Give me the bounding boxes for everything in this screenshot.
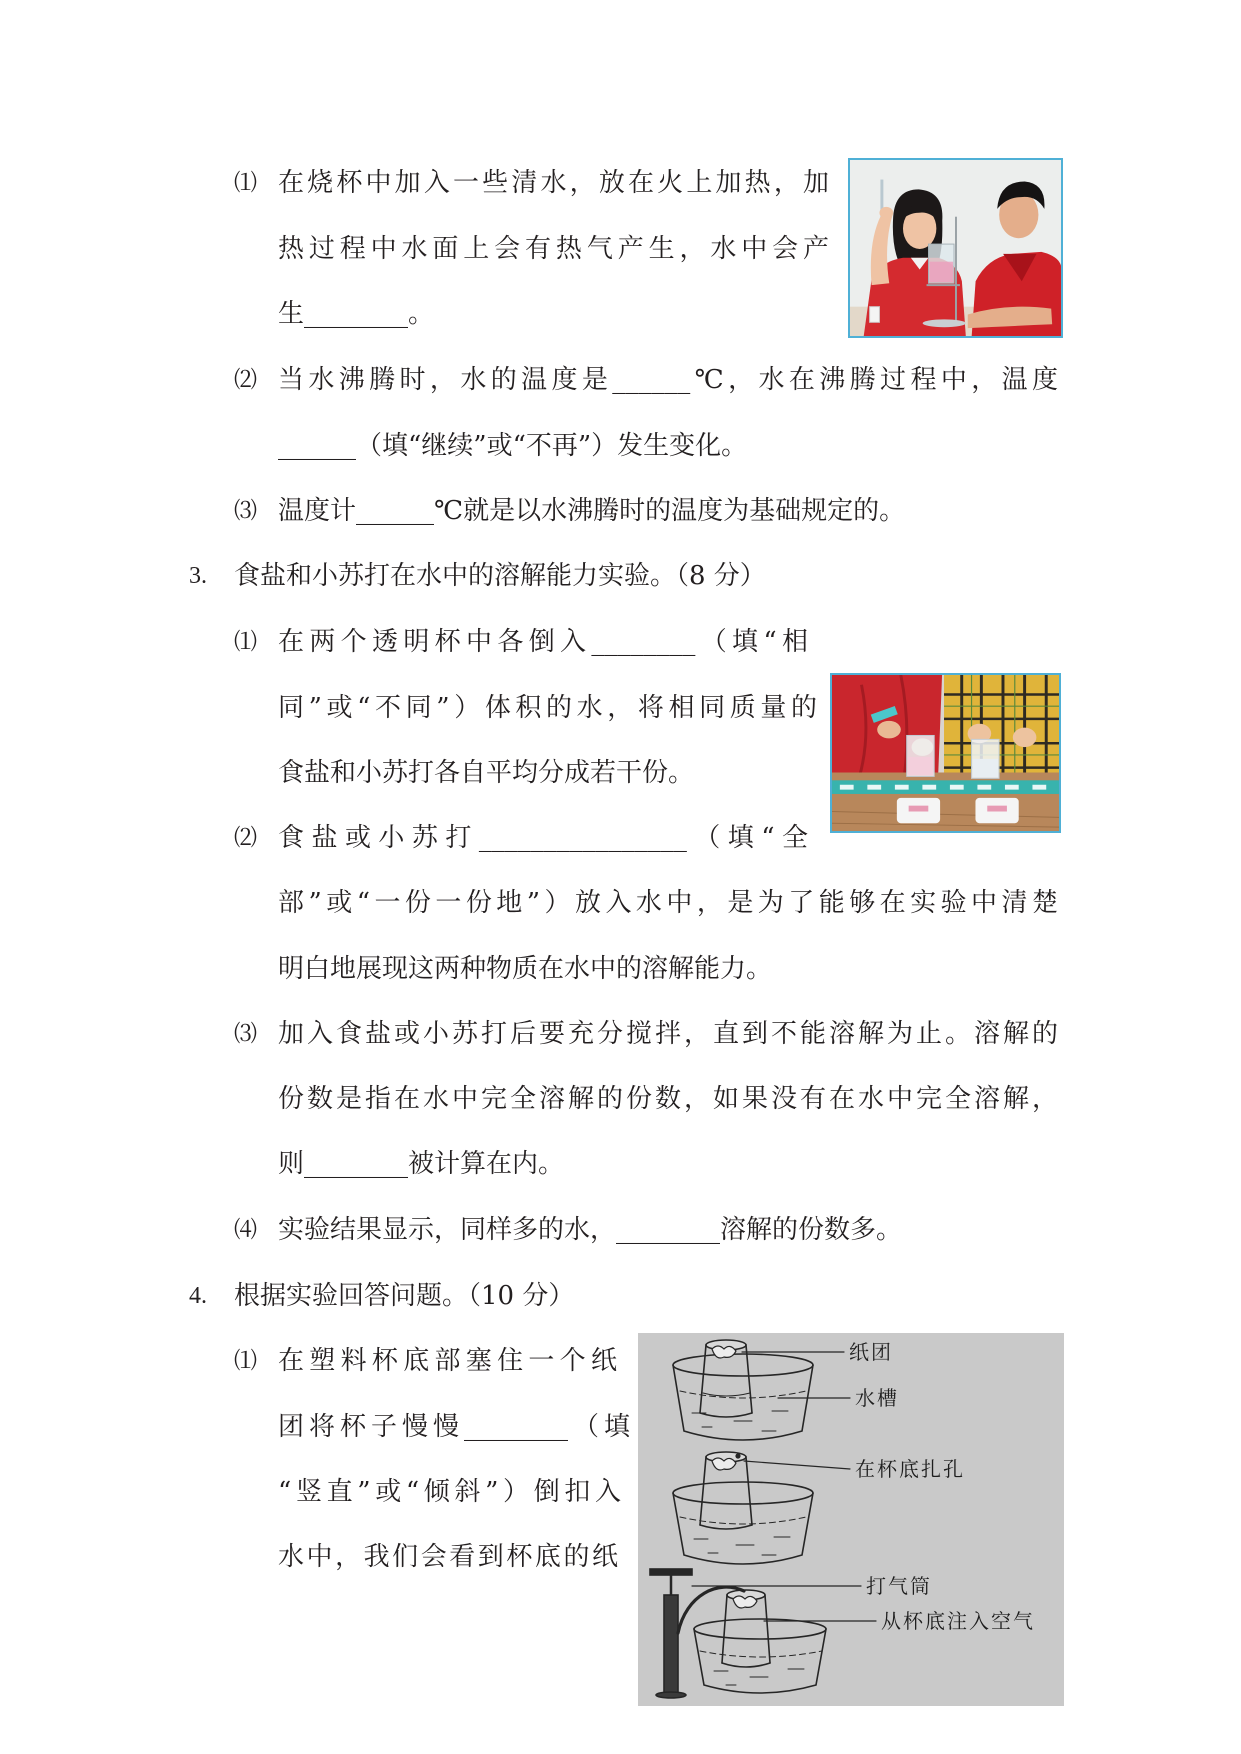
pump-base	[656, 1692, 686, 1698]
stand-base	[923, 319, 966, 327]
label-pump: 打气筒	[866, 1574, 932, 1598]
label-water-tank: 水槽	[855, 1386, 899, 1410]
q4-part1-number: ⑴	[234, 1348, 257, 1374]
q3-part1-line2: 同”或“不同”）体积的水，将相同质量的	[278, 693, 817, 723]
q3-number: 3.	[189, 563, 207, 589]
q3-part3-line1: 加入食盐或小苏打后要充分搅拌，直到不能溶解为止。溶解的	[278, 1019, 1058, 1049]
pierced-hole	[736, 1454, 740, 1458]
boiling-water-photo-image	[850, 160, 1061, 336]
q2-part2-line2: ______（填“继续”或“不再”）发生变化。	[278, 431, 748, 461]
q3-part1-line1: 在两个透明杯中各倒入________（填“相	[278, 627, 808, 657]
bowl-right	[975, 798, 1018, 823]
q2-part1-line2: 热过程中水面上会有热气产生，水中会产	[278, 234, 829, 264]
q4-number: 4.	[189, 1283, 207, 1309]
q4-part1-line3: “竖直”或“倾斜”）倒扣入	[278, 1477, 621, 1507]
bowl-label	[987, 806, 1007, 812]
clear-cup-left	[907, 735, 935, 776]
q3-part1-number: ⑴	[234, 629, 257, 655]
label-paper-ball: 纸团	[849, 1340, 893, 1364]
right-student	[944, 675, 1059, 780]
q2-part2-line1: 当水沸腾时，水的温度是______℃，水在沸腾过程中，温度	[278, 365, 1058, 395]
q2-part1-number: ⑴	[234, 170, 257, 196]
label-inject-air: 从杯底注入空气	[881, 1609, 1035, 1633]
boiling-water-photo	[848, 158, 1063, 338]
q3-part1-line3: 食盐和小苏打各自平均分成若干份。	[278, 758, 695, 788]
clear-cup-right	[972, 739, 1000, 778]
beaker-water	[929, 262, 953, 283]
cup-in-water-diagram-image	[638, 1333, 1064, 1706]
q3-part3-number: ⑶	[234, 1021, 257, 1047]
q3-part3-line2: 份数是指在水中完全溶解的份数，如果没有在水中完全溶解，	[278, 1084, 1058, 1114]
girl-hand	[879, 207, 893, 219]
q3-part4-line1: 实验结果显示，同样多的水，________溶解的份数多。	[278, 1215, 903, 1245]
q2-part3-number: ⑶	[234, 498, 257, 524]
q4-part1-line1: 在塑料杯底部塞住一个纸	[278, 1346, 617, 1376]
cup-in-water-diagram	[638, 1333, 1064, 1706]
q3-part4-number: ⑷	[234, 1217, 257, 1243]
card-strip	[832, 780, 1059, 794]
q3-part3-line3: 则________被计算在内。	[278, 1149, 565, 1179]
q4-title: 根据实验回答问题。（10 分）	[234, 1281, 575, 1311]
left-hand	[877, 721, 901, 739]
q3-part2-line3: 明白地展现这两种物质在水中的溶解能力。	[278, 954, 773, 984]
label-pierce-hole: 在杯底扎孔	[855, 1457, 965, 1481]
small-bottle	[870, 307, 880, 323]
q3-part2-number: ⑵	[234, 825, 257, 851]
dissolving-experiment-photo-image	[832, 675, 1059, 831]
q3-part2-line1: 食盐或小苏打________________（填“全	[278, 823, 808, 853]
pump-barrel	[664, 1595, 678, 1693]
bowl-left	[897, 798, 940, 823]
q4-part1-line2: 团将杯子慢慢________（填	[278, 1412, 630, 1442]
cup-water	[973, 759, 999, 778]
cup-water	[908, 757, 934, 776]
q3-title: 食盐和小苏打在水中的溶解能力实验。（8 分）	[234, 561, 766, 591]
dissolving-experiment-photo	[830, 673, 1061, 833]
q2-part1-line3: 生________。	[278, 299, 435, 329]
hand	[1013, 728, 1037, 748]
teal-cards	[832, 780, 1059, 794]
q4-part1-line4: 水中，我们会看到杯底的纸	[278, 1542, 618, 1572]
q3-part2-line2: 部”或“一份一份地”）放入水中，是为了能够在实验中清楚	[278, 888, 1058, 918]
bowl-label	[909, 806, 929, 812]
q2-part1-line1: 在烧杯中加入一些清水，放在火上加热，加	[278, 168, 829, 198]
q2-part2-number: ⑵	[234, 367, 257, 393]
q2-part3-line1: 温度计______℃就是以水沸腾时的温度为基础规定的。	[278, 496, 906, 526]
